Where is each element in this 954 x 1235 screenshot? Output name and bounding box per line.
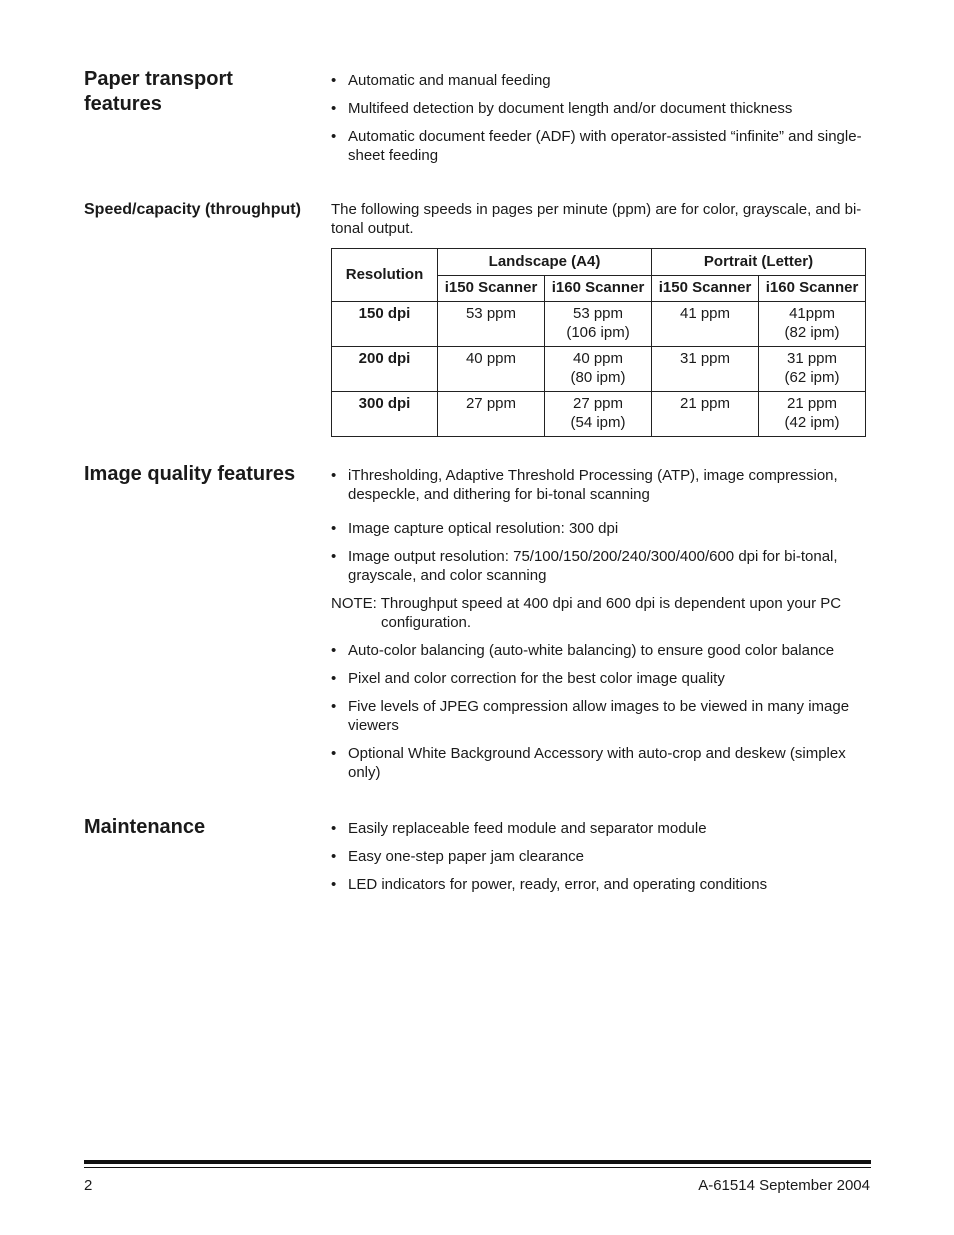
speed-table xyxy=(331,248,866,437)
row-resolution: 150 dpi xyxy=(332,302,438,347)
column-header: i150 Scanner xyxy=(438,276,545,302)
list-item: • Automatic and manual feeding xyxy=(331,71,871,90)
paper-transport-content xyxy=(331,71,871,174)
speed-table-body xyxy=(332,302,866,437)
footer-rule-thick xyxy=(84,1160,871,1164)
image-quality-list-a xyxy=(331,466,871,585)
table-row xyxy=(332,347,866,392)
list-item: • Image output resolution: 75/100/150/200/240/300/400/600 dpi for bi-tonal, grayscale, and color scanning xyxy=(331,547,871,585)
throughput-note: NOTE: Throughput speed at 400 dpi and 600 dpi is dependent upon your PC configuration. xyxy=(331,595,842,631)
speed-cell: 53 ppm (106 ipm) xyxy=(545,302,652,347)
column-header: i160 Scanner xyxy=(759,276,866,302)
list-item: • Automatic document feeder (ADF) with operator-assisted “infinite” and single-sheet feeding xyxy=(331,127,871,165)
list-item: • Easily replaceable feed module and separator module xyxy=(331,819,871,838)
list-item: • Easy one-step paper jam clearance xyxy=(331,847,871,866)
list-item: • LED indicators for power, ready, error, and operating conditions xyxy=(331,875,871,894)
speed-content xyxy=(331,200,871,437)
maintenance-heading: Maintenance xyxy=(84,816,206,838)
speed-cell: 31 ppm (62 ipm) xyxy=(759,347,866,392)
speed-cell: 21 ppm xyxy=(652,392,759,437)
speed-cell: 41 ppm xyxy=(652,302,759,347)
speed-cell: 27 ppm (54 ipm) xyxy=(545,392,652,437)
paper-transport-list xyxy=(331,71,871,165)
column-header: i160 Scanner xyxy=(545,276,652,302)
page-number: 2 xyxy=(84,1177,93,1194)
speed-cell: 53 ppm xyxy=(438,302,545,347)
resolution-header: Resolution xyxy=(332,249,438,302)
footer-rule-thin xyxy=(84,1167,871,1168)
column-header: i150 Scanner xyxy=(652,276,759,302)
speed-cell: 41ppm (82 ipm) xyxy=(759,302,866,347)
speed-cell: 27 ppm xyxy=(438,392,545,437)
landscape-header: Landscape (A4) xyxy=(438,249,652,276)
list-item: • Five levels of JPEG compression allow images to be viewed in many image viewers xyxy=(331,697,871,735)
maintenance-list xyxy=(331,819,871,894)
portrait-header: Portrait (Letter) xyxy=(652,249,866,276)
table-row xyxy=(332,302,866,347)
image-quality-content xyxy=(331,466,871,791)
list-item: • iThresholding, Adaptive Threshold Processing (ATP), image compression, despeckle, and dithering for bi-tonal scanning xyxy=(331,466,871,504)
list-item: • Image capture optical resolution: 300 dpi xyxy=(331,519,871,538)
row-resolution: 200 dpi xyxy=(332,347,438,392)
list-item: • Multifeed detection by document length and/or document thickness xyxy=(331,99,871,118)
list-item: • Optional White Background Accessory with auto-crop and deskew (simplex only) xyxy=(331,744,871,782)
table-row xyxy=(332,392,866,437)
list-item: • Pixel and color correction for the best color image quality xyxy=(331,669,871,688)
list-item: • Auto-color balancing (auto-white balancing) to ensure good color balance xyxy=(331,641,871,660)
speed-intro: The following speeds in pages per minute (ppm) are for color, grayscale, and bi-tonal output. xyxy=(331,201,862,237)
image-quality-heading: Image quality features xyxy=(84,463,296,485)
paper-transport-heading: Paper transport features xyxy=(84,68,233,115)
maintenance-content xyxy=(331,819,871,903)
speed-cell: 40 ppm (80 ipm) xyxy=(545,347,652,392)
speed-heading: Speed/capacity (throughput) xyxy=(84,201,301,218)
speed-cell: 21 ppm (42 ipm) xyxy=(759,392,866,437)
speed-cell: 31 ppm xyxy=(652,347,759,392)
image-quality-list-b xyxy=(331,641,871,782)
row-resolution: 300 dpi xyxy=(332,392,438,437)
speed-cell: 40 ppm xyxy=(438,347,545,392)
document-id: A-61514 September 2004 xyxy=(698,1177,870,1194)
